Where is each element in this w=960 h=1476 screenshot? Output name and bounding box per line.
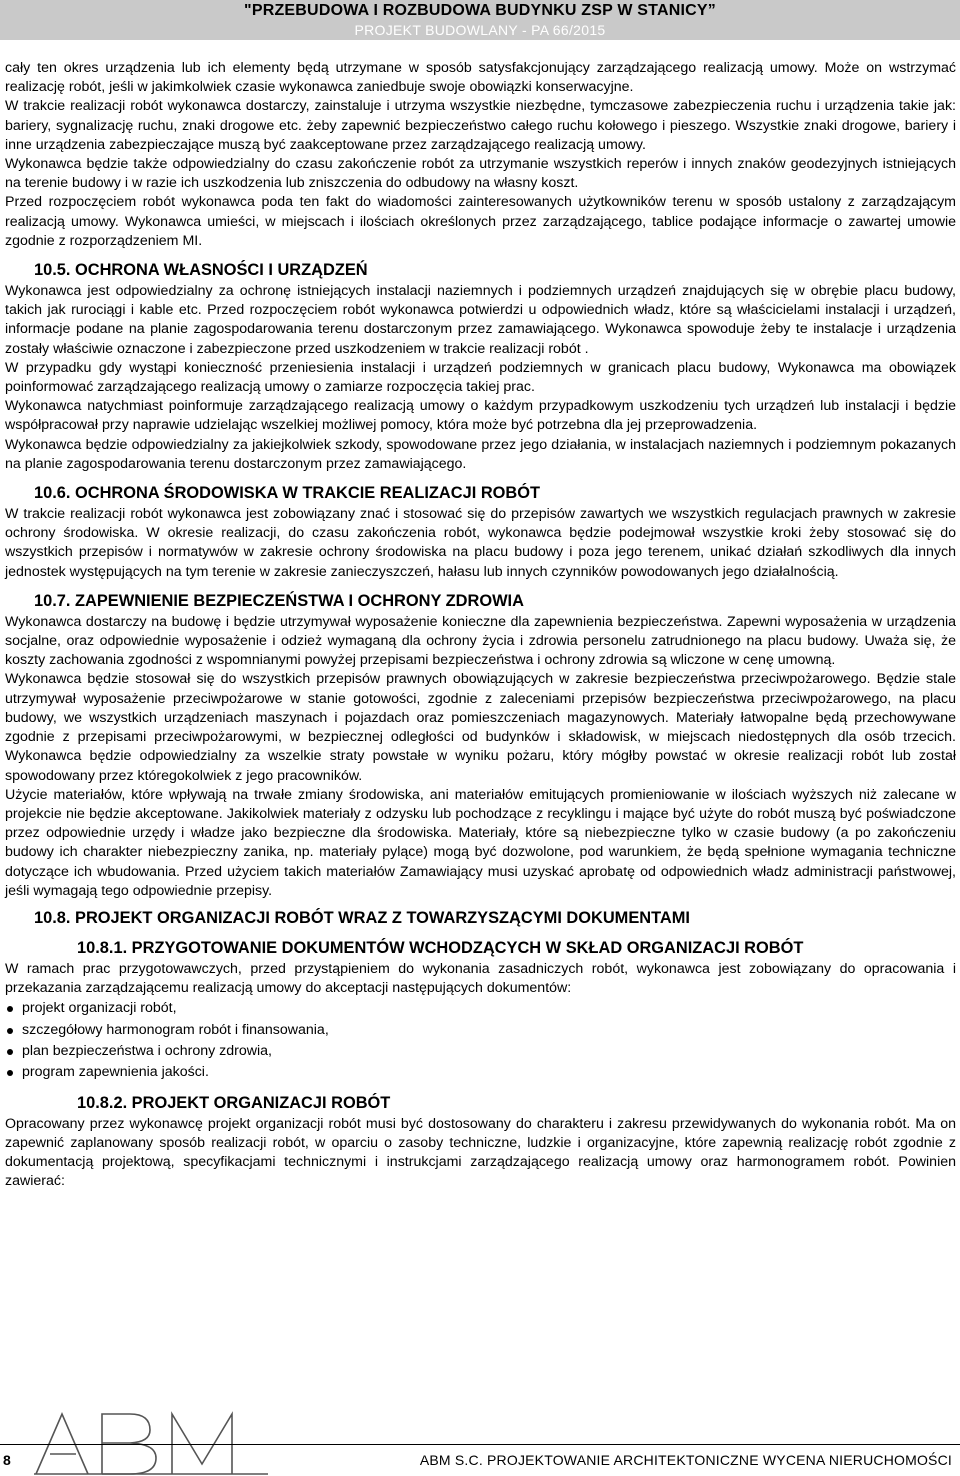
paragraph: Wykonawca jest odpowiedzialny za ochronę istniejących instalacji naziemnych i podziemnych urządzeń znajdujących się w obrębie placu budowy, takich jak rurociągi i kable etc. Przed rozpoczęciem robót wykonawca potwierdzi u odpowiednich władz, które są właścicielami instalacji i urządzeń, informacje podane na planie zagospodarowania terenu dostarczonym przez zamawiającego. Wykonawca spowoduje żeby te instalacje i urządzenia zostały właściwie oznaczone i zabezpieczone przed uszkodzeniem w trakcie realizacji robót .: [5, 283, 956, 357]
abm-logo: [32, 1410, 272, 1476]
footer-divider: [0, 1444, 960, 1445]
page-footer: [0, 1408, 960, 1476]
paragraph: W trakcie realizacji robót wykonawca dostarczy, zainstaluje i utrzyma wszystkie niezbędne, tymczasowe zabezpieczenia ruchu i urządzenia takie jak: bariery, sygnalizację ruchu, znaki drogowe etc. żeby zapewnić bezpieczeństwo całego ruchu kołowego i pieszego. Wszystkie znaki drogowe, bariery i inne urządzenia zabezpieczające muszą być zaakceptowane przez zarządzającego realizacją umowy.: [5, 98, 956, 153]
list-item: plan bezpieczeństwa i ochrony zdrowia,: [5, 1041, 956, 1062]
paragraph: Użycie materiałów, które wpływają na trwałe zmiany środowiska, ani materiałów emitujących promieniowanie w ilościach wyższych niż zalecane w projekcie nie będzie akceptowane. Jakikolwiek materiały z odzysku lub pochodzące z recyklingu i mające być użyte do robót muszą być poświadczone przez odpowiednie urzędy i władze jako bezpieczne dla środowiska. Materiały, które są niebezpieczne tylko w czasie budowy (a po zakończeniu budowy ich charakter niebezpieczny zanika, np. materiały pylące) mogą być dozwolone, pod warunkiem, że będą spełnione wymagania techniczne dotyczące ich wbudowania. Przed użyciem takich materiałów Zamawiający musi uzyskać aprobatę od odpowiednich władz administracji państwowej, jeśli wymagają tego odpowiednie przepisy.: [5, 786, 956, 899]
paragraph: Wykonawca będzie odpowiedzialny za jakiejkolwiek szkody, spowodowane przez jego działania, w instalacjach naziemnych i podziemnym pokazanych na planie zagospodarowania terenu dostarczonym przez zamawiającego.: [5, 436, 956, 472]
document-body: [5, 59, 956, 1191]
section-heading-10-7: 10.7. ZAPEWNIENIE BEZPIECZEŃSTWA I OCHRONY ZDROWIA: [34, 591, 524, 610]
paragraph: Wykonawca będzie stosował się do wszystkich przepisów prawnych obowiązujących w zakresie bezpieczeństwa przeciwpożarowego. Będzie stale utrzymywał wyposażenie przeciwpożarowe w stanie gotowości, zgodnie z zaleceniami przepisów bezpieczeństwa przeciwpożarowego, na placu budowy, we wszystkich urządzeniach maszynach i pojazdach oraz pomieszczeniach magazynowych. Materiały łatwopalne będą przechowywane zgodnie z przepisami przeciwpożarowymi, w bezpiecznej odległości od budynków i składowisk, w miejscach niedostępnych dla osób trzecich. Wykonawca będzie odpowiedzialny za wszelkie straty powstałe w wyniku pożaru, który mógłby powstać w okresie realizacji robót lub został spowodowany przez któregokolwiek z jego pracowników.: [5, 671, 956, 784]
document-subtitle: PROJEKT BUDOWLANY - PA 66/2015: [354, 22, 606, 38]
document-list: [5, 998, 956, 1083]
paragraph: Opracowany przez wykonawcę projekt organizacji robót musi być dostosowany do charakteru i zakresu przewidywanych do wykonania robót. Ma on zapewnić zaplanowany sposób realizacji robót, w oparciu o zasoby techniczne, ludzkie i organizacyjne, które zapewnią realizację robót zgodnie z dokumentacją projektową, specyfikacjami technicznymi i instrukcjami zarządzającego realizacją umowy oraz harmonogramem robót. Powinien zawierać:: [5, 1115, 956, 1190]
section-heading-10-6: 10.6. OCHRONA ŚRODOWISKA W TRAKCIE REALIZACJI ROBÓT: [34, 484, 541, 503]
list-item: projekt organizacji robót,: [5, 998, 956, 1019]
list-item: szczegółowy harmonogram robót i finansowania,: [5, 1020, 956, 1041]
section-heading-10-8: 10.8. PROJEKT ORGANIZACJI ROBÓT WRAZ Z TOWARZYSZĄCYMI DOKUMENTAMI: [34, 908, 690, 927]
document-title: "PRZEBUDOWA I ROZBUDOWA BUDYNKU ZSP W STANICY”: [244, 2, 716, 19]
paragraph: Wykonawca będzie także odpowiedzialny do czasu zakończenie robót za utrzymanie wszystkich reperów i innych znaków geodezyjnych istniejących na terenie budowy i w razie ich uszkodzenia lub zniszczenia do odbudowy na własny koszt.: [5, 156, 956, 192]
paragraph: cały ten okres urządzenia lub ich elementy będą utrzymane w sposób satysfakcjonujący zarządzającego realizacją umowy. Może on wstrzymać realizację robót, jeśli w jakimkolwiek czasie wykonawca zaniedbuje swoje obowiązki konserwacyjne.: [5, 60, 956, 96]
paragraph: W przypadku gdy wystąpi konieczność przeniesienia instalacji i urządzeń podziemnych w granicach placu budowy, Wykonawca ma obowiązek poinformować zarządzającego realizacją umowy o zamiarze rozpoczęcia takiej prac.: [5, 359, 956, 396]
paragraph: Wykonawca dostarczy na budowę i będzie utrzymywał wyposażenie konieczne dla zapewnienia bezpieczeństwa. Zapewni wyposażenia w urządzenia socjalne, oraz odpowiednie wyposażenie i odzież wymaganą dla ochrony życia i zdrowia personelu zatrudnionego na placu budowy. Uważa się, że koszty zachowania zgodności z wspomnianymi powyżej przepisami bezpieczeństwa i ochrony zdrowia są wliczone w cenę umowną.: [5, 613, 956, 669]
page-header: [0, 0, 960, 40]
page-number: 8: [3, 1452, 11, 1468]
paragraph: W ramach prac przygotowawczych, przed przystąpieniem do wykonania zasadniczych robót, wykonawca jest zobowiązany do opracowania i przekazania zarządzającemu realizacją umowy do akceptacji następujących dokumentów:: [5, 960, 956, 997]
paragraph: Wykonawca natychmiast poinformuje zarządzającego realizacją umowy o każdym przypadkowym uszkodzeniu tych urządzeń lub instalacji i będzie współpracował przy naprawie udzielając wszelkiej możliwej pomocy, która może być potrzebna dla jej przeprowadzenia.: [5, 398, 956, 434]
section-heading-10-5: 10.5. OCHRONA WŁASNOŚCI I URZĄDZEŃ: [34, 261, 368, 280]
paragraph: W trakcie realizacji robót wykonawca jest zobowiązany znać i stosować się do przepisów zawartych we wszystkich regulacjach prawnych w zakresie ochrony środowiska. W okresie realizacji, do czasu zakończenia robót, wykonawca będzie podejmował wszystkie kroki żeby stosować się do wszystkich przepisów i normatywów w zakresie ochrony środowiska na placu budowy i poza jego terenem, unikać działań szkodliwych dla innych jednostek występujących na tym terenie w zakresie zanieczyszczeń, hałasu lub innych czynników powodowanych jego działalnością.: [5, 506, 956, 580]
subsection-heading-10-8-1: 10.8.1. PRZYGOTOWANIE DOKUMENTÓW WCHODZĄCYCH W SKŁAD ORGANIZACJI ROBÓT: [77, 938, 804, 957]
list-item: program zapewnienia jakości.: [5, 1062, 956, 1083]
company-name: ABM S.C. PROJEKTOWANIE ARCHITEKTONICZNE WYCENA NIERUCHOMOŚCI: [419, 1452, 952, 1468]
subsection-heading-10-8-2: 10.8.2. PROJEKT ORGANIZACJI ROBÓT: [77, 1093, 391, 1112]
paragraph: Przed rozpoczęciem robót wykonawca poda ten fakt do wiadomości zainteresowanych użytkowników terenu w sposób ustalony z zarządzającym realizacją umowy. Wykonawca umieści, w miejscach i ilościach określonych przez zarządzającego, tablice podające informacje o zawartej umowie zgodnie z rozporządzeniem MI.: [5, 194, 956, 249]
